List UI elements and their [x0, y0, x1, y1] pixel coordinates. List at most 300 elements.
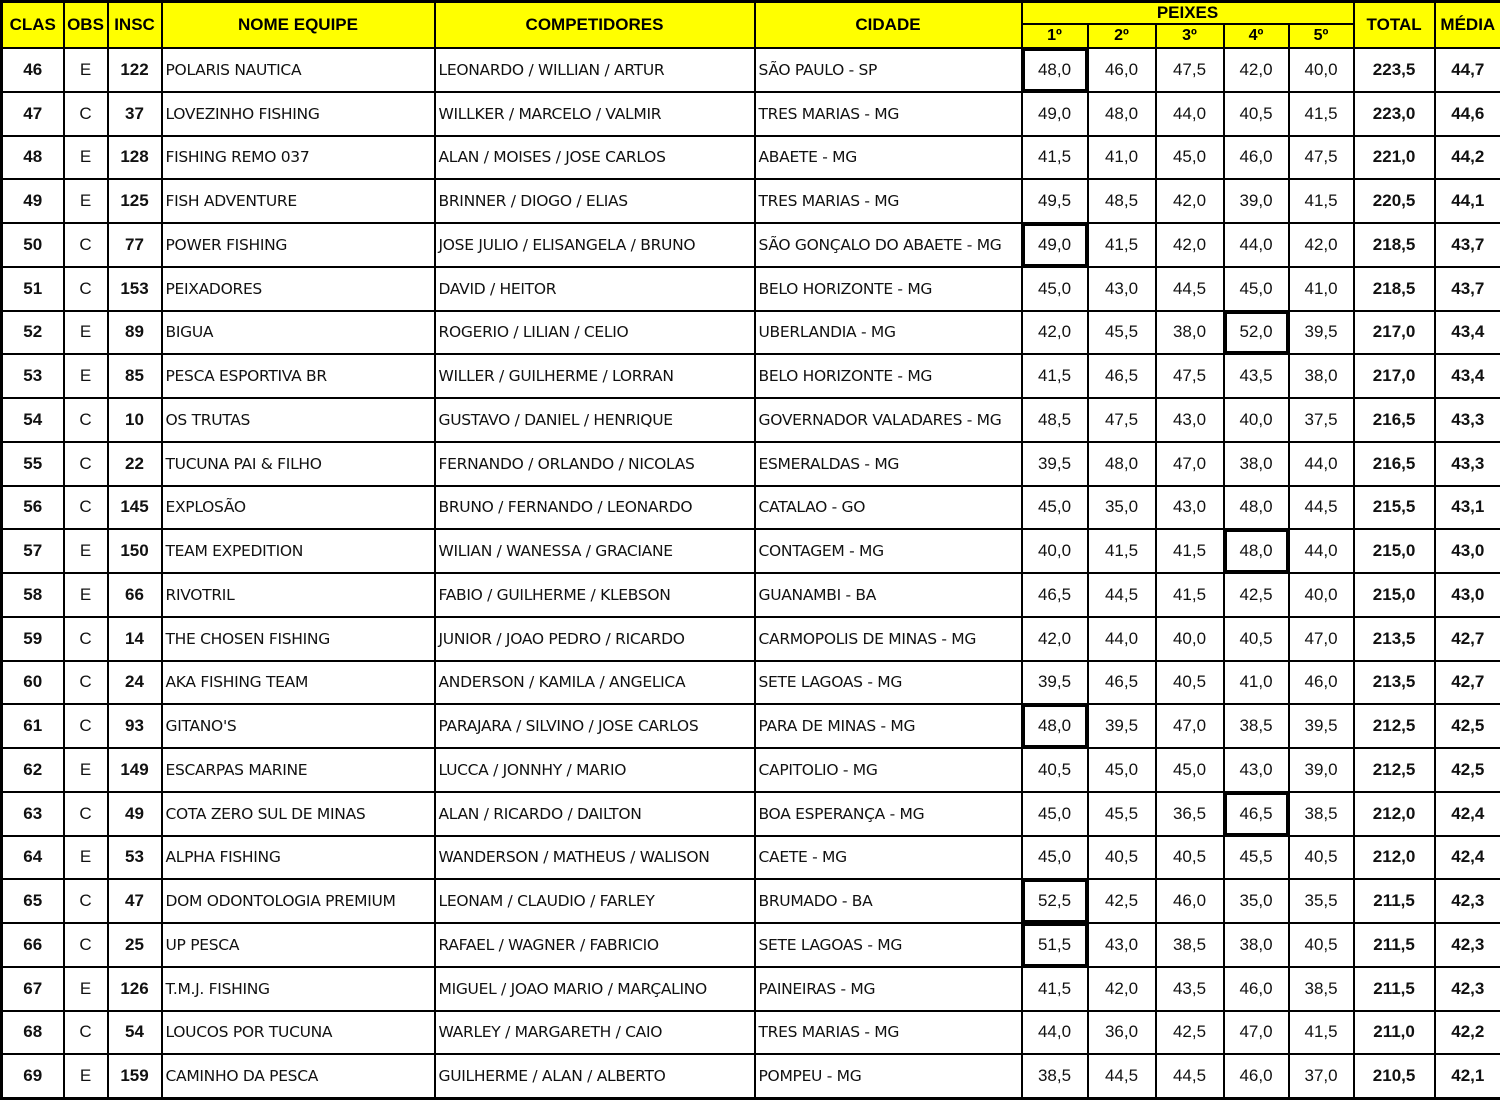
cell-insc: 153	[108, 267, 162, 311]
cell-media: 43,0	[1435, 573, 1500, 617]
cell-clas: 59	[2, 617, 64, 661]
cell-competidores: DAVID / HEITOR	[435, 267, 755, 311]
cell-equipe: EXPLOSÃO	[162, 486, 435, 530]
cell-clas: 64	[2, 836, 64, 880]
cell-insc: 126	[108, 967, 162, 1011]
table-row	[2, 617, 1500, 661]
cell-insc: 128	[108, 136, 162, 180]
cell-competidores: MIGUEL / JOAO MARIO / MARÇALINO	[435, 967, 755, 1011]
cell-clas: 65	[2, 879, 64, 923]
cell-insc: 93	[108, 704, 162, 748]
cell-media: 43,7	[1435, 267, 1500, 311]
cell-competidores: BRINNER / DIOGO / ELIAS	[435, 179, 755, 223]
cell-obs: C	[64, 923, 108, 967]
cell-peixe-5: 38,0	[1289, 354, 1354, 398]
cell-peixe-4: 40,5	[1224, 92, 1289, 136]
cell-peixe-4: 38,0	[1224, 923, 1289, 967]
cell-insc: 145	[108, 486, 162, 530]
cell-equipe: POLARIS NAUTICA	[162, 48, 435, 92]
cell-obs: E	[64, 529, 108, 573]
cell-peixe-4: 41,0	[1224, 661, 1289, 705]
cell-cidade: SÃO PAULO - SP	[755, 48, 1022, 92]
cell-total: 212,5	[1354, 704, 1435, 748]
cell-competidores: WILIAN / WANESSA / GRACIANE	[435, 529, 755, 573]
cell-insc: 66	[108, 573, 162, 617]
cell-total: 212,5	[1354, 748, 1435, 792]
cell-clas: 52	[2, 311, 64, 355]
cell-equipe: BIGUA	[162, 311, 435, 355]
cell-peixe-5: 44,0	[1289, 529, 1354, 573]
cell-peixe-3: 43,5	[1156, 967, 1224, 1011]
cell-cidade: CAETE - MG	[755, 836, 1022, 880]
cell-cidade: TRES MARIAS - MG	[755, 1011, 1022, 1055]
cell-equipe: FISHING REMO 037	[162, 136, 435, 180]
cell-equipe: TEAM EXPEDITION	[162, 529, 435, 573]
cell-clas: 53	[2, 354, 64, 398]
table-row	[2, 529, 1500, 573]
cell-competidores: LUCCA / JONNHY / MARIO	[435, 748, 755, 792]
header-obs: OBS	[64, 2, 108, 49]
cell-total: 215,5	[1354, 486, 1435, 530]
header-peixes: PEIXES	[1022, 2, 1354, 25]
cell-peixe-3: 47,0	[1156, 442, 1224, 486]
cell-peixe-2: 46,5	[1088, 661, 1156, 705]
cell-peixe-2: 43,0	[1088, 923, 1156, 967]
cell-media: 42,2	[1435, 1011, 1500, 1055]
cell-peixe-3: 46,0	[1156, 879, 1224, 923]
cell-equipe: LOVEZINHO FISHING	[162, 92, 435, 136]
cell-obs: C	[64, 398, 108, 442]
cell-competidores: PARAJARA / SILVINO / JOSE CARLOS	[435, 704, 755, 748]
cell-total: 211,5	[1354, 967, 1435, 1011]
cell-peixe-5: 37,5	[1289, 398, 1354, 442]
cell-media: 44,6	[1435, 92, 1500, 136]
cell-cidade: BELO HORIZONTE - MG	[755, 267, 1022, 311]
cell-insc: 49	[108, 792, 162, 836]
cell-equipe: OS TRUTAS	[162, 398, 435, 442]
header-peixe-4: 4º	[1224, 24, 1289, 48]
cell-peixe-5: 44,0	[1289, 442, 1354, 486]
table-row	[2, 179, 1500, 223]
cell-equipe: ALPHA FISHING	[162, 836, 435, 880]
cell-peixe-1: 42,0	[1022, 311, 1088, 355]
cell-competidores: BRUNO / FERNANDO / LEONARDO	[435, 486, 755, 530]
cell-competidores: FABIO / GUILHERME / KLEBSON	[435, 573, 755, 617]
cell-clas: 51	[2, 267, 64, 311]
cell-peixe-1: 45,0	[1022, 836, 1088, 880]
cell-peixe-1: 46,5	[1022, 573, 1088, 617]
cell-insc: 14	[108, 617, 162, 661]
cell-peixe-1: 39,5	[1022, 661, 1088, 705]
cell-equipe: THE CHOSEN FISHING	[162, 617, 435, 661]
cell-competidores: WILLKER / MARCELO / VALMIR	[435, 92, 755, 136]
cell-equipe: PESCA ESPORTIVA BR	[162, 354, 435, 398]
header-total: TOTAL	[1354, 2, 1435, 49]
cell-peixe-1: 44,0	[1022, 1011, 1088, 1055]
cell-peixe-1: 49,5	[1022, 179, 1088, 223]
cell-insc: 47	[108, 879, 162, 923]
cell-media: 42,4	[1435, 836, 1500, 880]
cell-total: 211,5	[1354, 923, 1435, 967]
cell-media: 44,2	[1435, 136, 1500, 180]
cell-peixe-5: 40,5	[1289, 923, 1354, 967]
cell-clas: 48	[2, 136, 64, 180]
cell-peixe-2: 43,0	[1088, 267, 1156, 311]
header-cidade: CIDADE	[755, 2, 1022, 49]
cell-total: 215,0	[1354, 529, 1435, 573]
table-header	[2, 2, 1500, 49]
cell-peixe-4: 45,0	[1224, 267, 1289, 311]
cell-peixe-5: 40,0	[1289, 48, 1354, 92]
cell-cidade: POMPEU - MG	[755, 1054, 1022, 1098]
cell-competidores: ANDERSON / KAMILA / ANGELICA	[435, 661, 755, 705]
cell-cidade: CARMOPOLIS DE MINAS - MG	[755, 617, 1022, 661]
cell-peixe-1: 48,5	[1022, 398, 1088, 442]
cell-equipe: T.M.J. FISHING	[162, 967, 435, 1011]
cell-peixe-5: 41,5	[1289, 179, 1354, 223]
cell-peixe-1: 45,0	[1022, 486, 1088, 530]
cell-insc: 122	[108, 48, 162, 92]
cell-peixe-2: 42,0	[1088, 967, 1156, 1011]
cell-peixe-5: 38,5	[1289, 967, 1354, 1011]
cell-cidade: SETE LAGOAS - MG	[755, 661, 1022, 705]
cell-peixe-1: 51,5	[1022, 923, 1088, 967]
cell-insc: 125	[108, 179, 162, 223]
table-row	[2, 136, 1500, 180]
cell-obs: C	[64, 704, 108, 748]
cell-peixe-5: 40,5	[1289, 836, 1354, 880]
cell-equipe: ESCARPAS MARINE	[162, 748, 435, 792]
cell-media: 43,4	[1435, 311, 1500, 355]
cell-total: 218,5	[1354, 267, 1435, 311]
cell-obs: E	[64, 311, 108, 355]
cell-peixe-4: 46,0	[1224, 1054, 1289, 1098]
cell-obs: C	[64, 879, 108, 923]
cell-obs: E	[64, 48, 108, 92]
table-row	[2, 967, 1500, 1011]
cell-media: 42,4	[1435, 792, 1500, 836]
cell-obs: E	[64, 573, 108, 617]
cell-competidores: JOSE JULIO / ELISANGELA / BRUNO	[435, 223, 755, 267]
cell-total: 218,5	[1354, 223, 1435, 267]
table-row	[2, 1011, 1500, 1055]
cell-clas: 47	[2, 92, 64, 136]
cell-competidores: ALAN / MOISES / JOSE CARLOS	[435, 136, 755, 180]
cell-clas: 68	[2, 1011, 64, 1055]
cell-total: 213,5	[1354, 661, 1435, 705]
cell-equipe: COTA ZERO SUL DE MINAS	[162, 792, 435, 836]
table-row	[2, 661, 1500, 705]
cell-obs: E	[64, 836, 108, 880]
cell-competidores: ALAN / RICARDO / DAILTON	[435, 792, 755, 836]
cell-peixe-4: 39,0	[1224, 179, 1289, 223]
cell-cidade: TRES MARIAS - MG	[755, 92, 1022, 136]
cell-media: 42,7	[1435, 617, 1500, 661]
cell-peixe-5: 37,0	[1289, 1054, 1354, 1098]
cell-insc: 77	[108, 223, 162, 267]
cell-cidade: ESMERALDAS - MG	[755, 442, 1022, 486]
cell-peixe-4: 42,0	[1224, 48, 1289, 92]
cell-equipe: RIVOTRIL	[162, 573, 435, 617]
cell-total: 223,5	[1354, 48, 1435, 92]
cell-peixe-4: 52,0	[1224, 311, 1289, 355]
cell-peixe-4: 46,0	[1224, 136, 1289, 180]
cell-clas: 63	[2, 792, 64, 836]
cell-peixe-4: 38,5	[1224, 704, 1289, 748]
cell-insc: 89	[108, 311, 162, 355]
cell-insc: 22	[108, 442, 162, 486]
cell-total: 210,5	[1354, 1054, 1435, 1098]
cell-peixe-2: 42,5	[1088, 879, 1156, 923]
cell-peixe-3: 40,0	[1156, 617, 1224, 661]
cell-total: 211,0	[1354, 1011, 1435, 1055]
cell-media: 43,7	[1435, 223, 1500, 267]
cell-cidade: BELO HORIZONTE - MG	[755, 354, 1022, 398]
cell-peixe-1: 48,0	[1022, 48, 1088, 92]
cell-peixe-3: 43,0	[1156, 486, 1224, 530]
cell-peixe-5: 47,5	[1289, 136, 1354, 180]
cell-equipe: CAMINHO DA PESCA	[162, 1054, 435, 1098]
header-insc: INSC	[108, 2, 162, 49]
cell-peixe-1: 52,5	[1022, 879, 1088, 923]
cell-media: 42,7	[1435, 661, 1500, 705]
cell-peixe-2: 35,0	[1088, 486, 1156, 530]
cell-peixe-2: 40,5	[1088, 836, 1156, 880]
cell-peixe-4: 45,5	[1224, 836, 1289, 880]
cell-obs: C	[64, 92, 108, 136]
cell-peixe-5: 39,0	[1289, 748, 1354, 792]
cell-equipe: LOUCOS POR TUCUNA	[162, 1011, 435, 1055]
cell-peixe-5: 41,5	[1289, 1011, 1354, 1055]
cell-cidade: CATALAO - GO	[755, 486, 1022, 530]
cell-equipe: GITANO'S	[162, 704, 435, 748]
cell-competidores: GUILHERME / ALAN / ALBERTO	[435, 1054, 755, 1098]
cell-peixe-5: 41,0	[1289, 267, 1354, 311]
header-peixe-1: 1º	[1022, 24, 1088, 48]
cell-clas: 56	[2, 486, 64, 530]
cell-peixe-5: 35,5	[1289, 879, 1354, 923]
cell-competidores: LEONARDO / WILLIAN / ARTUR	[435, 48, 755, 92]
cell-peixe-2: 47,5	[1088, 398, 1156, 442]
cell-media: 43,0	[1435, 529, 1500, 573]
cell-obs: C	[64, 486, 108, 530]
cell-total: 223,0	[1354, 92, 1435, 136]
header-peixe-5: 5º	[1289, 24, 1354, 48]
table-body	[2, 48, 1500, 1099]
cell-peixe-2: 45,5	[1088, 311, 1156, 355]
cell-peixe-3: 44,5	[1156, 267, 1224, 311]
cell-media: 42,3	[1435, 967, 1500, 1011]
cell-equipe: FISH ADVENTURE	[162, 179, 435, 223]
table-row	[2, 748, 1500, 792]
cell-peixe-1: 45,0	[1022, 267, 1088, 311]
cell-peixe-3: 42,0	[1156, 223, 1224, 267]
table-row	[2, 704, 1500, 748]
cell-total: 220,5	[1354, 179, 1435, 223]
cell-obs: C	[64, 617, 108, 661]
cell-total: 215,0	[1354, 573, 1435, 617]
cell-competidores: WILLER / GUILHERME / LORRAN	[435, 354, 755, 398]
cell-peixe-3: 40,5	[1156, 836, 1224, 880]
cell-peixe-4: 46,5	[1224, 792, 1289, 836]
cell-media: 42,1	[1435, 1054, 1500, 1098]
header-peixe-3: 3º	[1156, 24, 1224, 48]
cell-peixe-3: 38,0	[1156, 311, 1224, 355]
cell-insc: 85	[108, 354, 162, 398]
cell-peixe-3: 41,5	[1156, 573, 1224, 617]
cell-obs: E	[64, 179, 108, 223]
table-row	[2, 836, 1500, 880]
cell-media: 44,1	[1435, 179, 1500, 223]
cell-peixe-2: 45,5	[1088, 792, 1156, 836]
cell-equipe: TUCUNA PAI & FILHO	[162, 442, 435, 486]
cell-peixe-5: 39,5	[1289, 311, 1354, 355]
cell-peixe-3: 45,0	[1156, 748, 1224, 792]
cell-clas: 57	[2, 529, 64, 573]
cell-peixe-1: 48,0	[1022, 704, 1088, 748]
table-row	[2, 879, 1500, 923]
cell-peixe-5: 42,0	[1289, 223, 1354, 267]
cell-clas: 69	[2, 1054, 64, 1098]
cell-media: 43,4	[1435, 354, 1500, 398]
table-row	[2, 354, 1500, 398]
cell-cidade: CONTAGEM - MG	[755, 529, 1022, 573]
cell-cidade: BRUMADO - BA	[755, 879, 1022, 923]
cell-peixe-1: 40,5	[1022, 748, 1088, 792]
cell-total: 216,5	[1354, 442, 1435, 486]
cell-media: 43,1	[1435, 486, 1500, 530]
cell-clas: 61	[2, 704, 64, 748]
cell-competidores: WANDERSON / MATHEUS / WALISON	[435, 836, 755, 880]
header-media: MÉDIA	[1435, 2, 1500, 49]
table-row	[2, 223, 1500, 267]
cell-peixe-4: 40,0	[1224, 398, 1289, 442]
cell-obs: E	[64, 136, 108, 180]
cell-competidores: RAFAEL / WAGNER / FABRICIO	[435, 923, 755, 967]
cell-peixe-2: 48,0	[1088, 92, 1156, 136]
cell-peixe-3: 44,5	[1156, 1054, 1224, 1098]
cell-equipe: POWER FISHING	[162, 223, 435, 267]
cell-obs: C	[64, 661, 108, 705]
cell-clas: 58	[2, 573, 64, 617]
cell-peixe-1: 42,0	[1022, 617, 1088, 661]
cell-peixe-1: 41,5	[1022, 136, 1088, 180]
cell-cidade: BOA ESPERANÇA - MG	[755, 792, 1022, 836]
header-peixe-2: 2º	[1088, 24, 1156, 48]
cell-cidade: PAINEIRAS - MG	[755, 967, 1022, 1011]
table-row	[2, 267, 1500, 311]
cell-peixe-4: 40,5	[1224, 617, 1289, 661]
cell-clas: 55	[2, 442, 64, 486]
cell-peixe-1: 39,5	[1022, 442, 1088, 486]
cell-cidade: ABAETE - MG	[755, 136, 1022, 180]
cell-competidores: GUSTAVO / DANIEL / HENRIQUE	[435, 398, 755, 442]
table-row	[2, 398, 1500, 442]
cell-cidade: CAPITOLIO - MG	[755, 748, 1022, 792]
cell-peixe-5: 47,0	[1289, 617, 1354, 661]
cell-competidores: JUNIOR / JOAO PEDRO / RICARDO	[435, 617, 755, 661]
cell-cidade: GOVERNADOR VALADARES - MG	[755, 398, 1022, 442]
cell-cidade: PARA DE MINAS - MG	[755, 704, 1022, 748]
cell-media: 42,5	[1435, 748, 1500, 792]
header-clas: CLAS	[2, 2, 64, 49]
cell-cidade: GUANAMBI - BA	[755, 573, 1022, 617]
cell-peixe-2: 45,0	[1088, 748, 1156, 792]
cell-competidores: LEONAM / CLAUDIO / FARLEY	[435, 879, 755, 923]
table-row	[2, 1054, 1500, 1098]
cell-peixe-2: 36,0	[1088, 1011, 1156, 1055]
cell-peixe-3: 47,5	[1156, 354, 1224, 398]
cell-peixe-2: 41,0	[1088, 136, 1156, 180]
cell-insc: 149	[108, 748, 162, 792]
cell-cidade: SÃO GONÇALO DO ABAETE - MG	[755, 223, 1022, 267]
cell-peixe-2: 41,5	[1088, 223, 1156, 267]
cell-total: 213,5	[1354, 617, 1435, 661]
cell-peixe-1: 41,5	[1022, 967, 1088, 1011]
cell-peixe-5: 40,0	[1289, 573, 1354, 617]
cell-total: 216,5	[1354, 398, 1435, 442]
cell-peixe-3: 42,5	[1156, 1011, 1224, 1055]
cell-obs: E	[64, 354, 108, 398]
cell-peixe-4: 46,0	[1224, 967, 1289, 1011]
cell-peixe-1: 49,0	[1022, 92, 1088, 136]
cell-cidade: SETE LAGOAS - MG	[755, 923, 1022, 967]
cell-peixe-4: 38,0	[1224, 442, 1289, 486]
cell-competidores: WARLEY / MARGARETH / CAIO	[435, 1011, 755, 1055]
cell-cidade: UBERLANDIA - MG	[755, 311, 1022, 355]
cell-cidade: TRES MARIAS - MG	[755, 179, 1022, 223]
cell-equipe: UP PESCA	[162, 923, 435, 967]
cell-peixe-1: 41,5	[1022, 354, 1088, 398]
cell-peixe-2: 44,5	[1088, 573, 1156, 617]
cell-peixe-3: 45,0	[1156, 136, 1224, 180]
cell-peixe-4: 43,0	[1224, 748, 1289, 792]
cell-obs: C	[64, 223, 108, 267]
cell-peixe-2: 48,0	[1088, 442, 1156, 486]
cell-media: 42,3	[1435, 879, 1500, 923]
cell-clas: 60	[2, 661, 64, 705]
cell-media: 43,3	[1435, 442, 1500, 486]
cell-peixe-2: 41,5	[1088, 529, 1156, 573]
cell-peixe-4: 48,0	[1224, 529, 1289, 573]
cell-media: 44,7	[1435, 48, 1500, 92]
cell-insc: 37	[108, 92, 162, 136]
cell-equipe: PEIXADORES	[162, 267, 435, 311]
cell-peixe-2: 44,0	[1088, 617, 1156, 661]
cell-peixe-2: 44,5	[1088, 1054, 1156, 1098]
cell-clas: 62	[2, 748, 64, 792]
cell-peixe-4: 35,0	[1224, 879, 1289, 923]
cell-competidores: FERNANDO / ORLANDO / NICOLAS	[435, 442, 755, 486]
cell-insc: 150	[108, 529, 162, 573]
cell-peixe-4: 42,5	[1224, 573, 1289, 617]
cell-total: 217,0	[1354, 354, 1435, 398]
header-nome-equipe: NOME EQUIPE	[162, 2, 435, 49]
cell-peixe-4: 48,0	[1224, 486, 1289, 530]
cell-peixe-5: 39,5	[1289, 704, 1354, 748]
table-row	[2, 792, 1500, 836]
cell-insc: 24	[108, 661, 162, 705]
cell-clas: 46	[2, 48, 64, 92]
cell-peixe-1: 40,0	[1022, 529, 1088, 573]
cell-peixe-1: 38,5	[1022, 1054, 1088, 1098]
cell-peixe-4: 44,0	[1224, 223, 1289, 267]
table-row	[2, 573, 1500, 617]
cell-insc: 10	[108, 398, 162, 442]
cell-peixe-3: 40,5	[1156, 661, 1224, 705]
cell-competidores: ROGERIO / LILIAN / CELIO	[435, 311, 755, 355]
cell-peixe-3: 36,5	[1156, 792, 1224, 836]
